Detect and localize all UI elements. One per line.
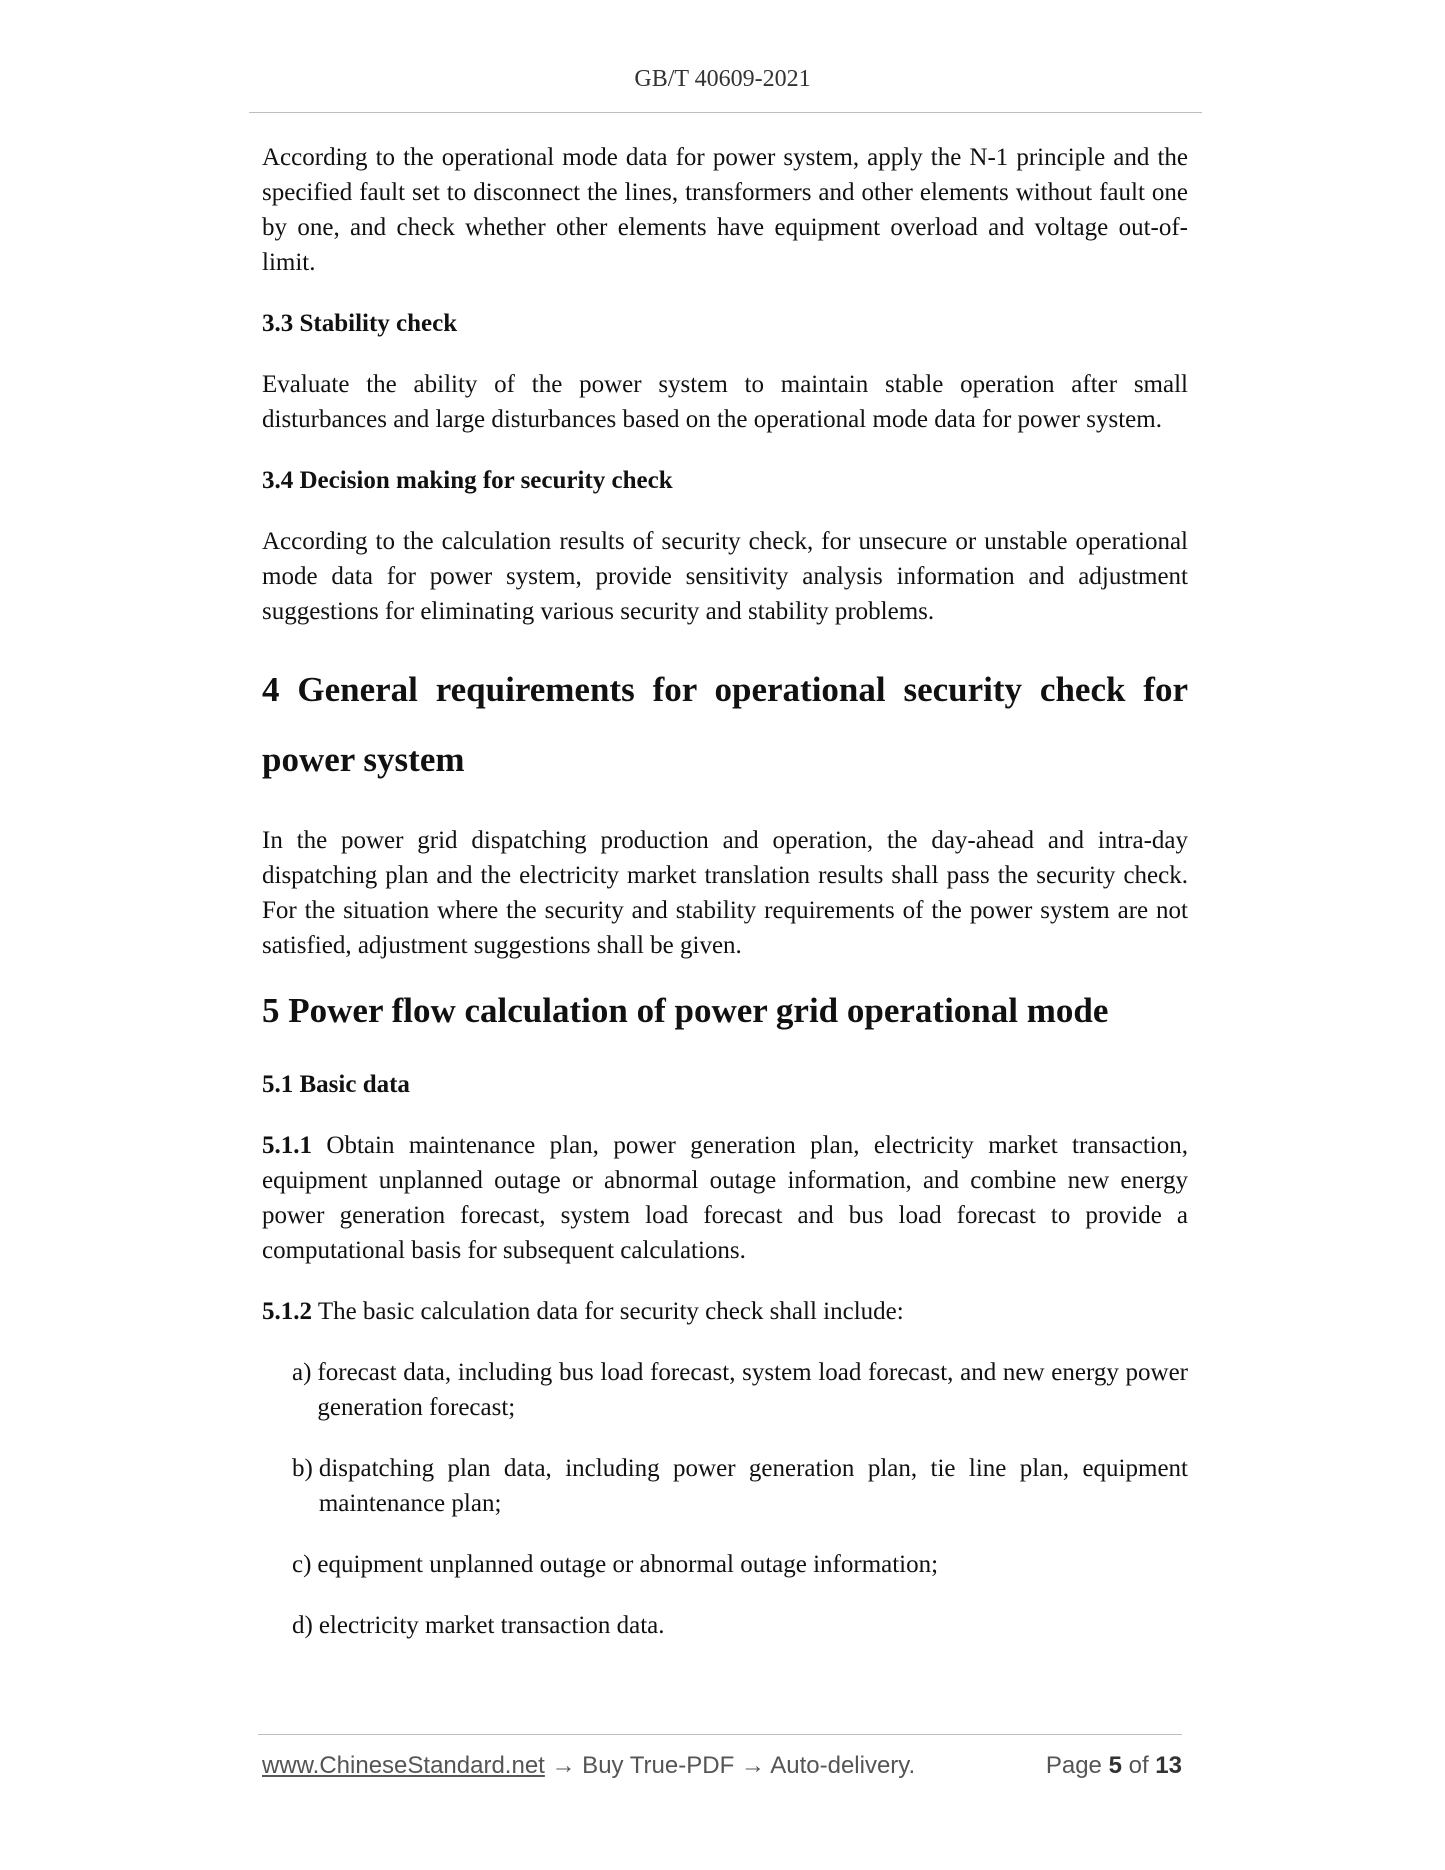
section-5-heading: 5 Power flow calculation of power grid operational mode [262, 991, 1109, 1030]
page-total: 13 [1155, 1752, 1182, 1779]
list-item-text: dispatching plan data, including power generation plan, tie line plan, equipment maintenance plan; [318, 1455, 1188, 1517]
intro-paragraph: According to the operational mode data for power system, apply the N-1 principle and the specified fault set to disconnect the lines, transformers and other elements without fault one by one, and check whether other elements have equipment overload and voltage out-of-limit. [262, 144, 1188, 276]
clause-5-1-1 [262, 1128, 1188, 1268]
header-divider [249, 112, 1202, 113]
section-4-text: In the power grid dispatching production and operation, the day-ahead and intra-day dispatching plan and the electricity market translation results shall pass the security check. For the situation where the security and stability requirements of the power system are not satisfied, adjustment suggestions shall be given. [262, 827, 1188, 959]
list-item [292, 1451, 1188, 1521]
clause-5-1-1-text: Obtain maintenance plan, power generation plan, electricity market transaction, equipment unplanned outage or abnormal outage information, and combine new energy power generation forecast, system load forecast and bus load forecast to provide a computational basis for subsequent calculations. [262, 1132, 1188, 1264]
list-item [292, 1608, 1188, 1643]
clause-5-1-2 [262, 1294, 1188, 1329]
page-indicator [1046, 1752, 1182, 1780]
section-4-heading: 4 General requirements for operational security check for power system [262, 670, 1188, 779]
section-3-3-text: Evaluate the ability of the power system to maintain stable operation after small disturbances and large disturbances based on the operational mode data for power system. [262, 371, 1188, 433]
footer-promo-text: → Buy True-PDF → Auto-delivery. [551, 1752, 916, 1779]
section-3-4-heading: 3.4 Decision making for security check [262, 467, 673, 494]
document-header: GB/T 40609-2021 [634, 66, 811, 92]
list-item-text: forecast data, including bus load forecast, system load forecast, and new energy power generation forecast; [317, 1359, 1188, 1421]
page-word: Page [1045, 1752, 1102, 1779]
of-word: of [1128, 1752, 1149, 1779]
footer-promo [262, 1752, 915, 1780]
list-item-text: electricity market transaction data. [318, 1612, 665, 1639]
clause-5-1-1-number: 5.1.1 [262, 1132, 312, 1159]
section-5-1-heading: 5.1 Basic data [262, 1071, 410, 1098]
footer-divider [258, 1734, 1182, 1735]
clause-5-1-2-text: The basic calculation data for security check shall include: [317, 1298, 904, 1325]
section-3-4-text: According to the calculation results of security check, for unsecure or unstable operational mode data for power system, provide sensitivity analysis information and adjustment suggestions for eliminating various security and stability problems. [262, 528, 1188, 625]
chinesestandard-link[interactable]: www.ChineseStandard.net [262, 1752, 545, 1779]
list-item-label: d) [292, 1612, 313, 1639]
list-item [292, 1547, 1188, 1582]
list-item [292, 1355, 1188, 1425]
list-item-label: b) [292, 1455, 313, 1482]
page-content [262, 140, 1188, 1669]
list-item-label: a) [292, 1359, 312, 1386]
clause-5-1-2-number: 5.1.2 [262, 1298, 312, 1325]
list-item-label: c) [292, 1551, 312, 1578]
list-item-text: equipment unplanned outage or abnormal outage information; [317, 1551, 939, 1578]
section-3-3-heading: 3.3 Stability check [262, 310, 458, 337]
page-current: 5 [1108, 1752, 1122, 1779]
